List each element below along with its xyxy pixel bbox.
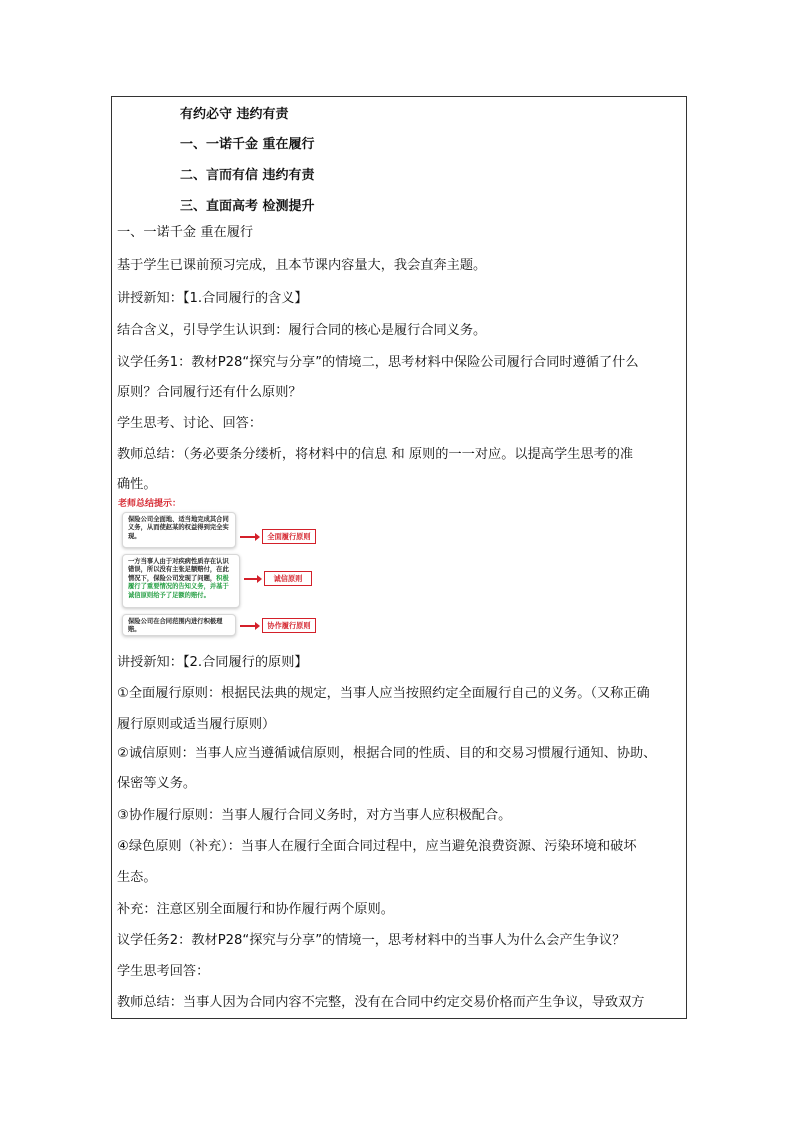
paragraph: 议学任务2：教材P28“探究与分享”的情境一，思考材料中的当事人为什么会产生争议？ bbox=[117, 933, 626, 948]
paragraph: 教师总结：当事人因为合同内容不完整，没有在合同中约定交易价格而产生争议，导致双方 bbox=[117, 995, 645, 1010]
teacher-summary-figure bbox=[118, 498, 326, 638]
paragraph: ②诚信原则：当事人应当遵循诚信原则，根据合同的性质、目的和交易习惯履行通知、协助、 bbox=[117, 746, 657, 761]
paragraph: 教师总结：（务必要条分缕析，将材料中的信息 和 原则的一一对应。以提高学生思考的准 bbox=[117, 447, 634, 462]
paragraph: 履行原则或适当履行原则） bbox=[117, 717, 276, 732]
figure-box-text: 保险公司在合同范围内进行积极理赔。 bbox=[128, 618, 223, 634]
figure-box-text: 保险公司全面地、适当地完成其合同义务，从而使赵某的权益得到完全实现。 bbox=[128, 516, 229, 540]
paragraph: 原则？合同履行还有什么原则？ bbox=[117, 385, 302, 400]
paragraph: 学生思考回答： bbox=[117, 964, 210, 979]
paragraph: 结合含义，引导学生认识到：履行合同的核心是履行合同义务。 bbox=[117, 323, 487, 338]
outline-title: 有约必守 违约有责 bbox=[180, 107, 289, 122]
figure-label-2: 诚信原则 bbox=[264, 571, 312, 586]
paragraph: 讲授新知：【2.合同履行的原则】 bbox=[117, 655, 308, 670]
arrow-icon bbox=[240, 625, 256, 627]
outline-item-2: 二、言而有信 违约有责 bbox=[180, 168, 315, 183]
paragraph: 生态。 bbox=[117, 870, 157, 885]
paragraph: 议学任务1：教材P28“探究与分享”的情境二，思考材料中保险公司履行合同时遵循了什么 bbox=[117, 355, 639, 370]
paragraph: 确性。 bbox=[117, 477, 157, 492]
paragraph: ③协作履行原则：当事人履行合同义务时，对方当事人应积极配合。 bbox=[117, 808, 512, 823]
figure-box-text: 一方当事人由于对疾病性质存在认识错误，所以没有主张足额赔付，在此情况下，保险公司发现了问题， bbox=[128, 558, 229, 582]
paragraph: 补充：注意区别全面履行和协作履行两个原则。 bbox=[117, 902, 394, 917]
figure-label-1: 全面履行原则 bbox=[262, 529, 316, 544]
figure-box-highlight: 积极履行了重要情况的告知义务，并基于诚信原则给予了足额的赔付。 bbox=[128, 574, 229, 599]
figure-box-2 bbox=[122, 554, 240, 608]
figure-box-1 bbox=[122, 512, 236, 548]
paragraph: ④绿色原则（补充）：当事人在履行全面合同过程中，应当避免浪费资源、污染环境和破坏 bbox=[117, 839, 637, 854]
figure-box-3 bbox=[122, 614, 236, 636]
figure-label-3: 协作履行原则 bbox=[262, 618, 316, 633]
section-heading: 一、一诺千金 重在履行 bbox=[117, 225, 254, 240]
figure-title: 老师总结提示： bbox=[118, 499, 182, 509]
paragraph: ①全面履行原则：根据民法典的规定，当事人应当按照约定全面履行自己的义务。（又称正确 bbox=[117, 686, 650, 701]
paragraph: 学生思考、讨论、回答： bbox=[117, 416, 263, 431]
arrow-icon bbox=[244, 578, 258, 580]
paragraph: 讲授新知：【1.合同履行的含义】 bbox=[117, 291, 308, 306]
arrow-icon bbox=[240, 536, 256, 538]
paragraph: 基于学生已课前预习完成，且本节课内容量大，我会直奔主题。 bbox=[117, 258, 487, 273]
outline-item-1: 一、一诺千金 重在履行 bbox=[180, 137, 315, 152]
outline-item-3: 三、直面高考 检测提升 bbox=[180, 199, 315, 214]
paragraph: 保密等义务。 bbox=[117, 776, 197, 791]
